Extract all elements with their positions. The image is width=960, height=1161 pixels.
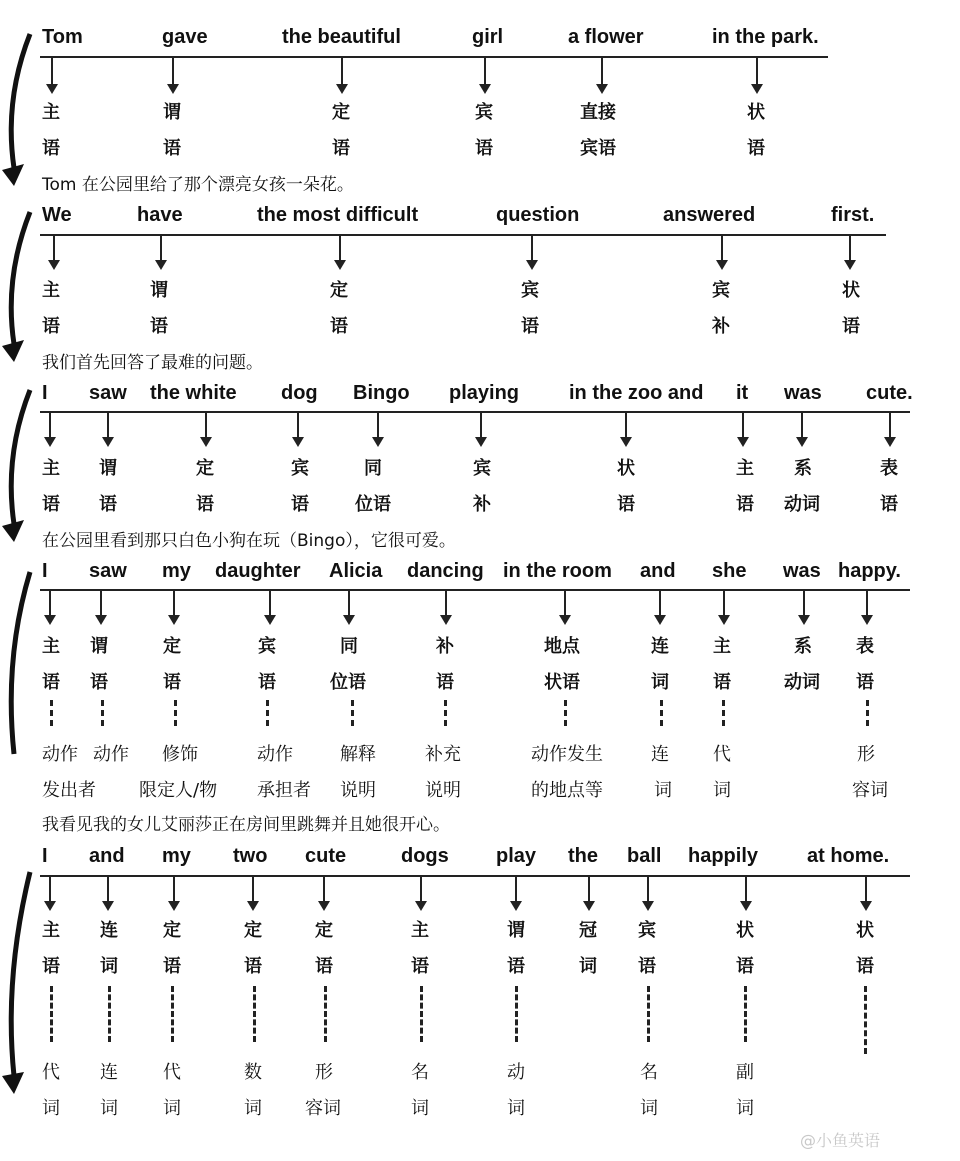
dashed-connector [864,986,867,1054]
pos-note: 形 [315,1062,333,1083]
role-label: 定 [330,280,348,301]
dashed-connector [351,700,354,726]
role-label: 语 [475,138,493,159]
role-label: 状 [842,280,860,301]
role-label: 语 [507,956,525,977]
dashed-connector [744,986,747,1042]
pos-note: 动作发生 [531,744,603,765]
role-label: 定 [315,920,333,941]
role-label: 定 [196,458,214,479]
pos-note: 限定人/物 [139,780,218,801]
word: cute [305,845,347,867]
role-label: 语 [258,672,276,693]
role-label: 语 [880,494,898,515]
word: in the zoo and [569,382,704,404]
pos-note: 词 [100,1098,118,1119]
dashed-connector [564,700,567,726]
dashed-connector [660,700,663,726]
pos-note: 词 [411,1098,429,1119]
word: Tom [42,26,83,48]
role-label: 语 [330,316,348,337]
role-label: 语 [163,956,181,977]
role-label: 位语 [355,494,391,515]
curved-arrow-5 [0,868,40,1102]
role-label: 语 [150,316,168,337]
role-label: 语 [436,672,454,693]
pos-note: 名 [640,1062,658,1083]
word: was [784,382,822,404]
pos-note: 词 [42,1098,60,1119]
role-label: 连 [651,636,669,657]
role-label: 语 [291,494,309,515]
curved-bracket-4 [0,568,40,768]
pos-note: 词 [163,1098,181,1119]
role-label: 谓 [99,458,117,479]
word: dancing [407,560,484,582]
word: my [162,845,191,867]
role-label: 语 [315,956,333,977]
pos-note: 词 [507,1098,525,1119]
word: my [162,560,191,582]
pos-note: 词 [654,780,672,801]
word: Alicia [329,560,383,582]
word: in the park. [712,26,819,48]
pos-note: 代 [163,1062,181,1083]
role-label: 宾 [291,458,309,479]
baseline [40,589,910,591]
word: cute. [866,382,913,404]
word: and [89,845,125,867]
pos-note: 名 [411,1062,429,1083]
role-label: 语 [736,956,754,977]
role-label: 谓 [150,280,168,301]
dashed-connector [866,700,869,726]
role-label: 语 [736,494,754,515]
word: she [712,560,747,582]
word: happy. [838,560,901,582]
word: ball [627,845,662,867]
word: happily [688,845,759,867]
pos-note: 动作 [93,744,129,765]
role-label: 语 [747,138,765,159]
role-label: 语 [42,672,60,693]
pos-note: 动 [507,1062,525,1083]
baseline [40,411,910,413]
role-label: 语 [244,956,262,977]
word: girl [472,26,504,48]
word: and [640,560,676,582]
role-label: 宾 [475,102,493,123]
word: a flower [568,26,644,48]
role-label: 宾语 [580,138,616,159]
role-label: 谓 [507,920,525,941]
pos-note: 形 [857,744,875,765]
role-label: 主 [42,102,60,123]
role-label: 主 [42,920,60,941]
dashed-connector [108,986,111,1042]
role-label: 宾 [638,920,656,941]
role-label: 语 [42,316,60,337]
word: Bingo [353,382,410,404]
role-label: 状 [736,920,754,941]
role-label: 语 [842,316,860,337]
pos-note: 词 [244,1098,262,1119]
baseline [40,875,910,877]
word: it [736,382,749,404]
role-label: 冠 [579,920,597,941]
word: question [496,204,580,226]
word: the white [150,382,237,404]
word: dogs [401,845,449,867]
pos-note: 代 [713,744,731,765]
role-label: 连 [100,920,118,941]
word: saw [89,560,127,582]
role-label: 谓 [163,102,181,123]
word: two [233,845,268,867]
pos-note: 容词 [852,780,888,801]
role-label: 定 [163,920,181,941]
role-label: 系 [794,636,812,657]
pos-note: 连 [651,744,669,765]
pos-note: 发出者 [42,780,96,801]
dashed-connector [50,986,53,1042]
word: have [137,204,183,226]
pos-note: 说明 [340,780,376,801]
word: answered [663,204,756,226]
watermark: @小鱼英语 [800,1131,881,1150]
role-label: 状 [617,458,635,479]
role-label: 词 [651,672,669,693]
baseline [40,56,828,58]
role-label: 动词 [784,672,820,693]
word: I [42,560,48,582]
pos-note: 代 [42,1062,60,1083]
dashed-connector [101,700,104,726]
pos-note: 修饰 [162,744,198,765]
role-label: 语 [163,672,181,693]
role-label: 定 [244,920,262,941]
role-label: 状 [856,920,874,941]
dashed-connector [420,986,423,1042]
pos-note: 动作 [42,744,78,765]
role-label: 语 [99,494,117,515]
word: gave [162,26,208,48]
role-label: 语 [163,138,181,159]
dashed-connector [171,986,174,1042]
word: the most difficult [257,204,419,226]
dashed-connector [647,986,650,1042]
role-label: 语 [42,494,60,515]
word: I [42,845,48,867]
pos-note: 词 [736,1098,754,1119]
role-label: 语 [617,494,635,515]
role-label: 补 [712,316,730,337]
translation: 我们首先回答了最难的问题。 [42,353,263,373]
translation: Tom 在公园里给了那个漂亮女孩一朵花。 [42,175,354,195]
role-label: 词 [100,956,118,977]
role-label: 语 [90,672,108,693]
role-label: 语 [713,672,731,693]
pos-note: 数 [244,1062,262,1083]
role-label: 主 [42,636,60,657]
role-label: 语 [856,956,874,977]
pos-note: 说明 [425,780,461,801]
word: We [42,204,72,226]
role-label: 同 [340,636,358,657]
dashed-connector [515,986,518,1042]
word: the beautiful [282,26,401,48]
role-label: 同 [364,458,382,479]
role-label: 宾 [521,280,539,301]
curved-arrow-2 [0,208,40,368]
dashed-connector [253,986,256,1042]
word: first. [831,204,875,226]
role-label: 动词 [784,494,820,515]
dashed-connector [50,700,53,726]
role-label: 语 [332,138,350,159]
role-label: 状 [747,102,765,123]
role-label: 表 [880,458,898,479]
role-label: 语 [196,494,214,515]
pos-note: 承担者 [257,780,311,801]
curved-arrow-1 [0,30,40,190]
role-label: 词 [579,956,597,977]
role-label: 宾 [712,280,730,301]
pos-note: 动作 [257,744,293,765]
word: playing [449,382,520,404]
role-label: 补 [436,636,454,657]
pos-note: 容词 [305,1098,341,1119]
role-label: 主 [42,458,60,479]
word: at home. [807,845,890,867]
dashed-connector [722,700,725,726]
pos-note: 补充 [425,744,461,765]
role-label: 主 [411,920,429,941]
role-label: 直接 [580,102,616,123]
role-label: 主 [736,458,754,479]
role-label: 谓 [90,636,108,657]
role-label: 系 [794,458,812,479]
role-label: 宾 [473,458,491,479]
role-label: 定 [332,102,350,123]
role-label: 补 [473,494,491,515]
role-label: 主 [42,280,60,301]
word: saw [89,382,127,404]
word: was [783,560,821,582]
role-label: 定 [163,636,181,657]
pos-note: 词 [713,780,731,801]
dashed-connector [324,986,327,1042]
role-label: 位语 [330,672,366,693]
word: daughter [215,560,301,582]
word: in the room [503,560,612,582]
translation: 我看见我的女儿艾丽莎正在房间里跳舞并且她很开心。 [42,815,450,835]
role-label: 状语 [544,672,580,693]
baseline [40,234,886,236]
role-label: 语 [42,956,60,977]
role-label: 语 [856,672,874,693]
pos-note: 词 [640,1098,658,1119]
dashed-connector [444,700,447,726]
role-label: 语 [411,956,429,977]
role-label: 宾 [258,636,276,657]
dashed-connector [174,700,177,726]
role-label: 语 [42,138,60,159]
dashed-connector [266,700,269,726]
word: dog [281,382,318,404]
word: I [42,382,48,404]
role-label: 主 [713,636,731,657]
role-label: 语 [521,316,539,337]
curved-arrow-3 [0,386,40,548]
pos-note: 的地点等 [531,780,603,801]
pos-note: 解释 [340,744,376,765]
word: play [496,845,537,867]
pos-note: 连 [100,1062,118,1083]
role-label: 表 [856,636,874,657]
translation: 在公园里看到那只白色小狗在玩（Bingo），它很可爱。 [42,531,456,551]
role-label: 地点 [544,636,580,657]
word: the [568,845,598,867]
pos-note: 副 [736,1062,754,1083]
role-label: 语 [638,956,656,977]
